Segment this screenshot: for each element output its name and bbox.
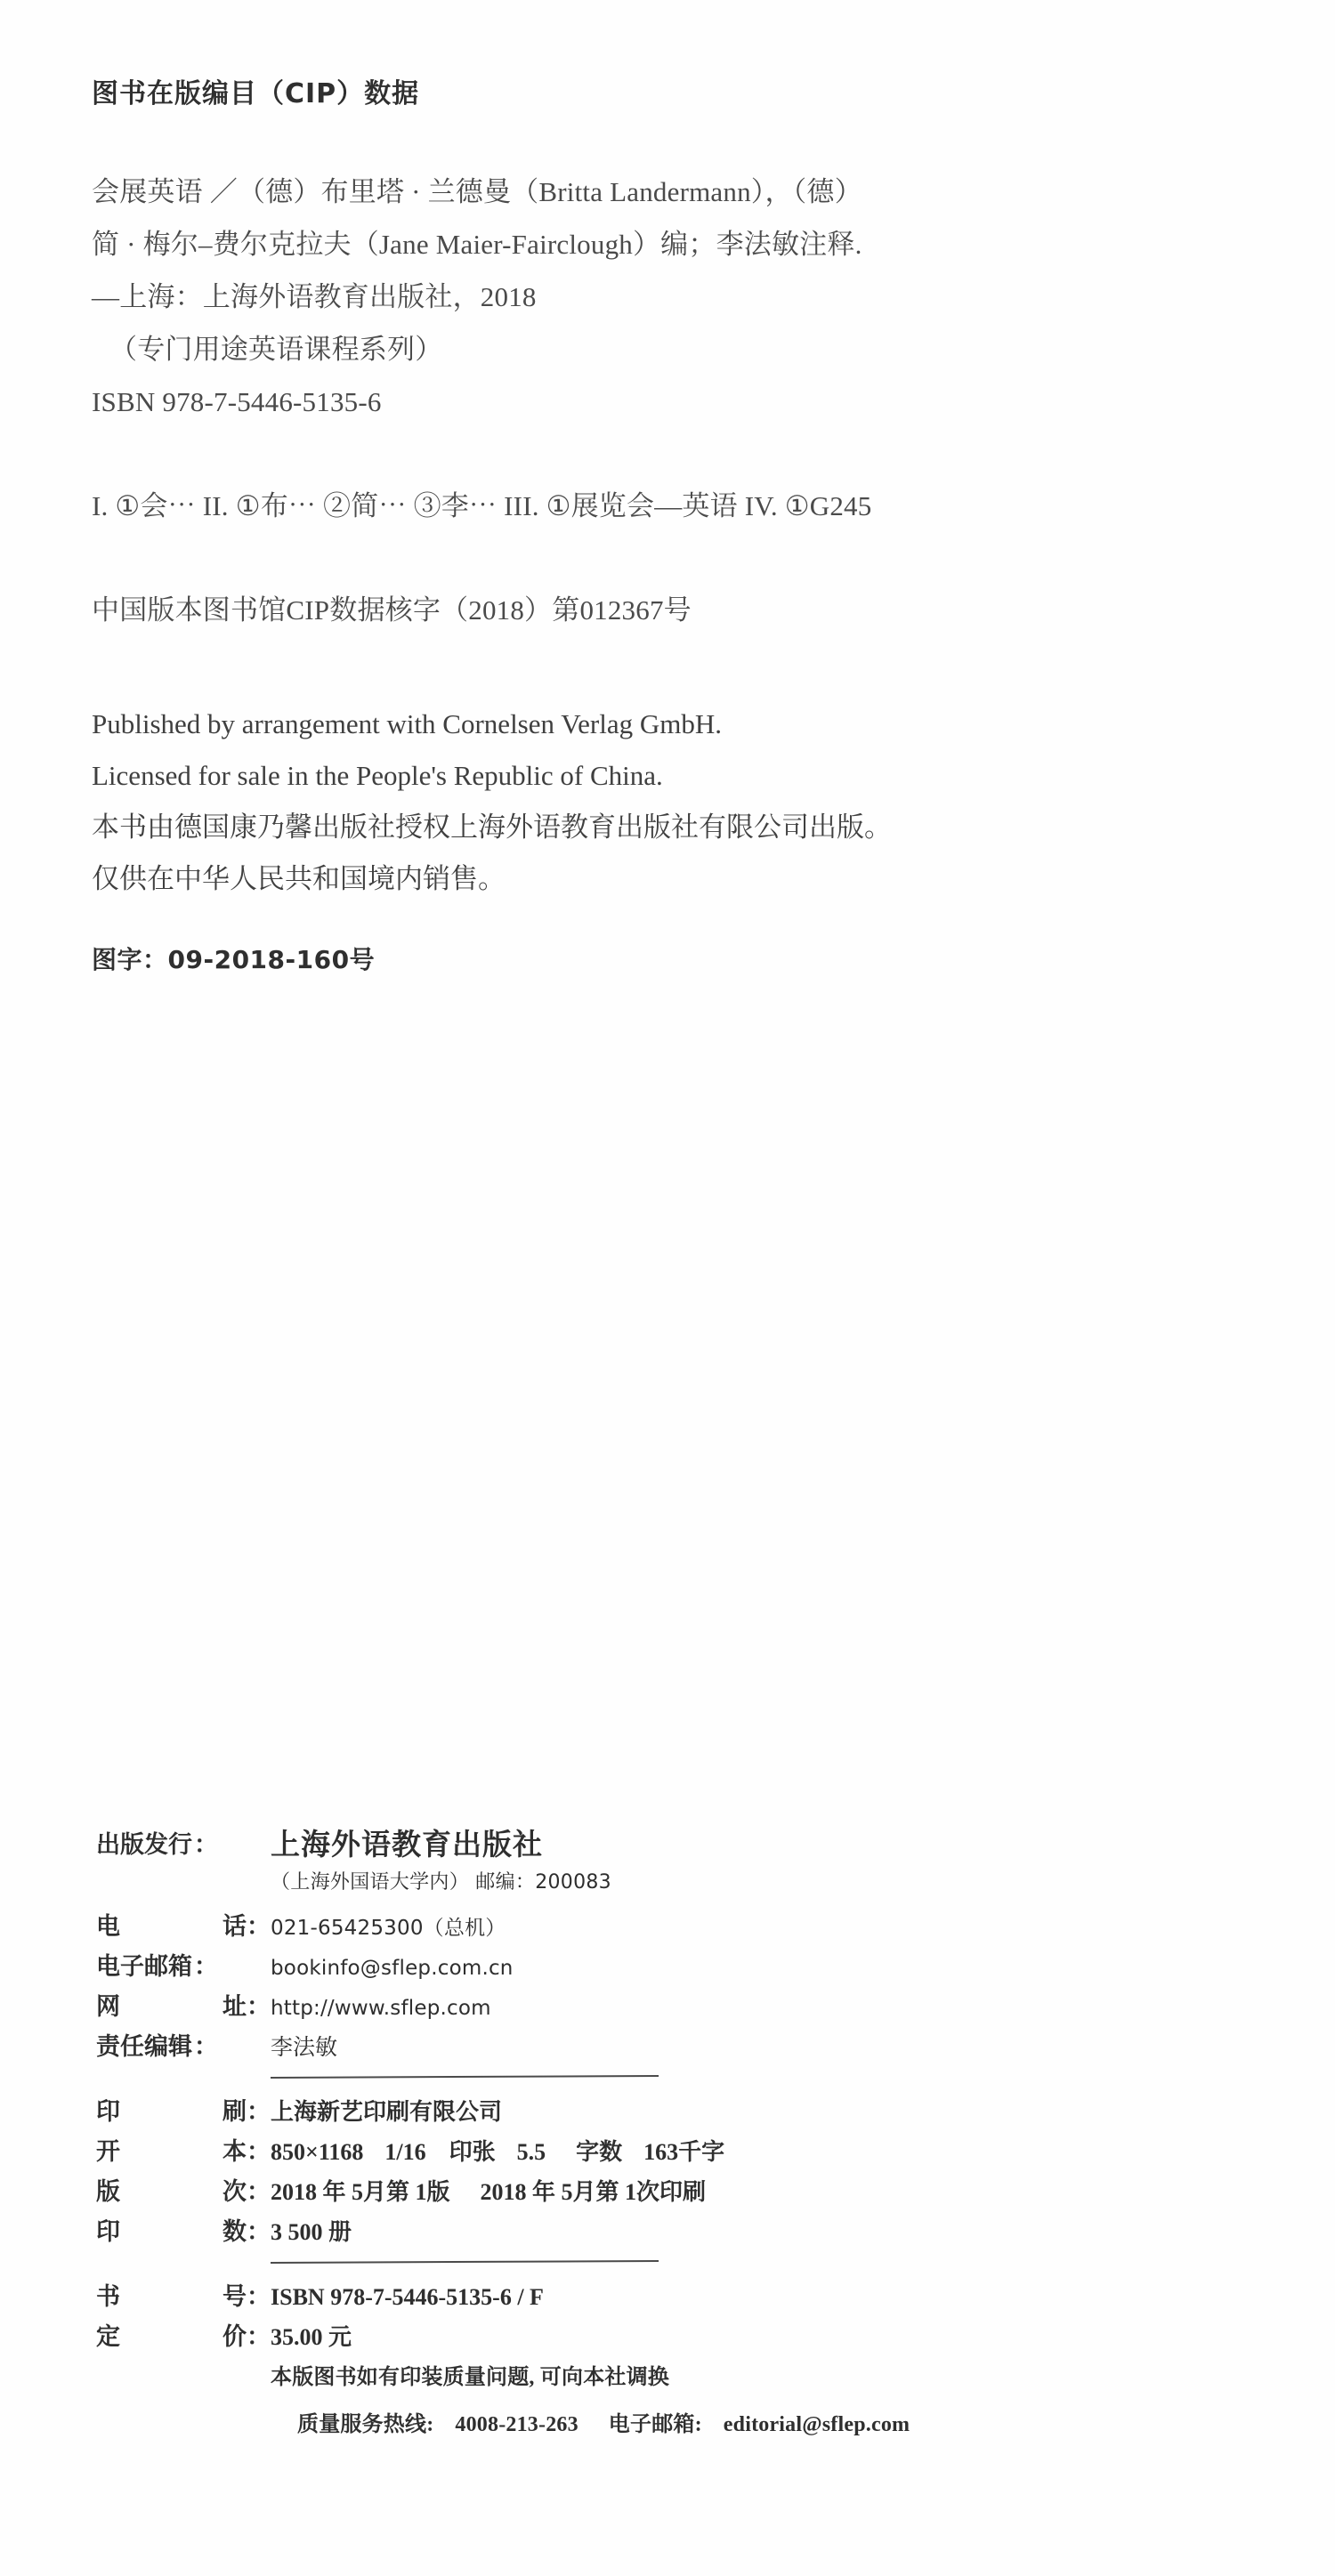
import-registration-number: 图字：09-2018-160号 bbox=[92, 945, 376, 974]
cip-classification-line: I. ①会⋯ II. ①布⋯ ②简⋯ ③李⋯ III. ①展览会—英语 IV. ①G245 bbox=[92, 490, 872, 521]
spacer bbox=[92, 905, 1258, 941]
format-ratio-value: 1/16 bbox=[384, 2139, 426, 2165]
service-email-label: 电子邮箱: bbox=[608, 2413, 702, 2436]
colophon-row-editor bbox=[96, 2027, 1040, 2062]
phone-value: 021-65425300（总机） bbox=[271, 1917, 506, 1940]
cip-entry-line-imprint: —上海：上海外语教育出版社，2018 bbox=[92, 281, 537, 312]
printer-value: 上海新艺印刷有限公司 bbox=[271, 2099, 503, 2125]
license-line-published-by: Published by arrangement with Cornelsen Verlag GmbH. bbox=[92, 708, 722, 739]
license-line-chinese-authorization: 本书由德国康乃馨出版社授权上海外语教育出版社有限公司出版。 bbox=[92, 812, 892, 843]
impression-value: 2018 年 5月第 1次印刷 bbox=[480, 2179, 707, 2205]
phone-label: 电 话： bbox=[96, 1913, 271, 1941]
cip-entry-line-isbn: ISBN 978-7-5446-5135-6 bbox=[92, 386, 382, 417]
email-value: bookinfo@sflep.com.cn bbox=[271, 1957, 514, 1980]
hotline-label: 质量服务热线: bbox=[297, 2413, 434, 2436]
printrun-value: 3 500 册 bbox=[271, 2219, 352, 2245]
format-size-value: 850×1168 bbox=[271, 2139, 364, 2165]
publisher-label: 出版发行 ： bbox=[96, 1831, 218, 1859]
printer-label: 印 刷： bbox=[96, 2098, 271, 2126]
website-label: 网 址： bbox=[96, 1993, 271, 2021]
colophon-row-price bbox=[96, 2317, 1040, 2352]
hotline-value: 4008-213-263 bbox=[455, 2413, 578, 2436]
spacer bbox=[92, 532, 1258, 584]
printrun-label: 印 数： bbox=[96, 2218, 271, 2246]
quality-service-note bbox=[96, 2406, 1040, 2437]
cip-entry-line-title-authors: 会展英语 ／（德）布里塔 · 兰德曼（Britta Landermann），（德） bbox=[92, 176, 862, 207]
divider-rule-upper bbox=[271, 2075, 659, 2079]
license-line-chinese-territory: 仅供在中华人民共和国境内销售。 bbox=[92, 863, 506, 894]
edition-value: 2018 年 5月第 1版 bbox=[271, 2179, 450, 2205]
colophon-row-edition bbox=[96, 2172, 1040, 2207]
price-label: 定 价： bbox=[96, 2323, 271, 2351]
cip-data-block bbox=[92, 71, 1258, 976]
spacer bbox=[92, 636, 1258, 699]
colophon-row-publisher bbox=[96, 1820, 1040, 1861]
sheets-value: 5.5 bbox=[516, 2139, 546, 2165]
editor-label: 责任编辑 ： bbox=[96, 2033, 218, 2061]
format-values bbox=[271, 2134, 724, 2167]
cip-heading: 图书在版编目（CIP）数据 bbox=[92, 78, 420, 109]
colophon-row-format bbox=[96, 2132, 1040, 2167]
quality-exchange-note: 本版图书如有印装质量问题, 可向本社调换 bbox=[271, 2366, 669, 2389]
spacer bbox=[92, 428, 1258, 480]
colophon-row-phone bbox=[96, 1907, 1040, 1942]
colophon-row-email bbox=[96, 1947, 1040, 1982]
website-value[interactable]: http://www.sflep.com bbox=[271, 1997, 491, 2020]
publisher-value: 上海外语教育出版社 bbox=[271, 1827, 543, 1861]
price-value: 35.00 元 bbox=[271, 2324, 352, 2350]
cip-entry-line-authors-cont: 简 · 梅尔–费尔克拉夫（Jane Maier-Fairclough）编；李法敏注释. bbox=[92, 229, 862, 260]
colophon-row-isbn bbox=[96, 2277, 1040, 2312]
service-email-value[interactable]: editorial@sflep.com bbox=[723, 2413, 910, 2436]
wordcount-label: 字数 bbox=[576, 2139, 623, 2165]
cip-entry-line-series: （专门用途英语课程系列） bbox=[109, 334, 443, 365]
wordcount-value: 163千字 bbox=[643, 2139, 725, 2165]
edition-values bbox=[271, 2174, 706, 2207]
email-label: 电子邮箱 ： bbox=[96, 1953, 218, 1981]
colophon-row-printer bbox=[96, 2092, 1040, 2127]
cip-check-number-line: 中国版本图书馆CIP数据核字（2018）第012367号 bbox=[92, 594, 692, 626]
format-label: 开 本： bbox=[96, 2138, 271, 2166]
colophon-row-printrun bbox=[96, 2212, 1040, 2247]
isbn-value: ISBN 978-7-5446-5135-6 / F bbox=[271, 2284, 544, 2310]
editor-value: 李法敏 bbox=[271, 2034, 338, 2060]
sheets-label: 印张 bbox=[449, 2139, 496, 2165]
colophon-block bbox=[96, 1820, 1040, 2437]
edition-label: 版 次： bbox=[96, 2178, 271, 2206]
publisher-address: （上海外国语大学内） 邮编：200083 bbox=[271, 1871, 611, 1894]
license-line-licensed-for-sale: Licensed for sale in the People's Republic of China. bbox=[92, 760, 663, 791]
isbn-label: 书 号： bbox=[96, 2283, 271, 2311]
divider-rule-lower bbox=[271, 2260, 659, 2264]
colophon-row-website bbox=[96, 1987, 1040, 2022]
